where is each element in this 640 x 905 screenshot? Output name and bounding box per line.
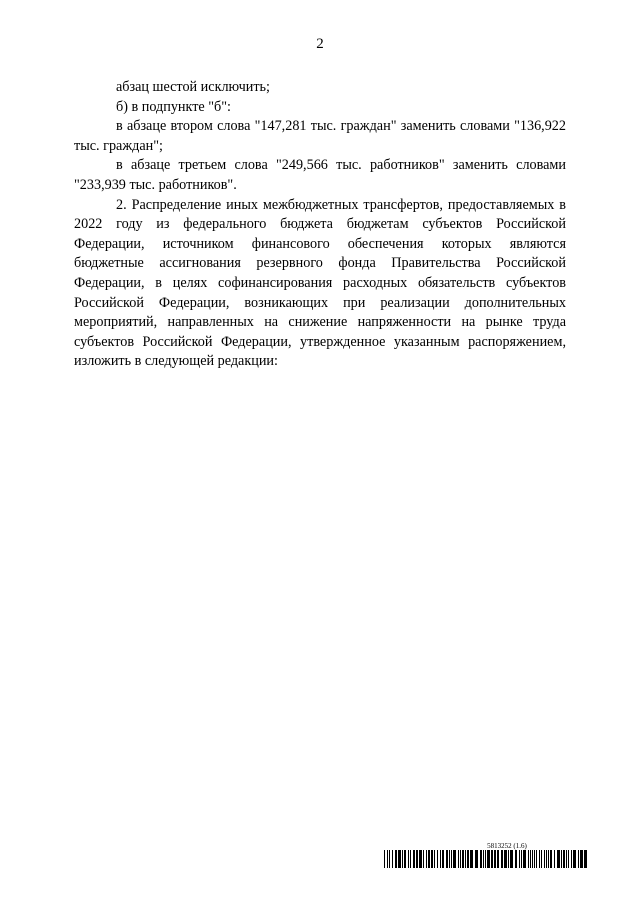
barcode-code: 5813252 (1.6) <box>487 842 527 850</box>
paragraph-3: в абзаце втором слова "147,281 тыс. граждан" заменить словами "136,922 тыс. граждан"; <box>74 118 566 154</box>
paragraph-2: б) в подпункте "б": <box>116 98 232 115</box>
barcode-block <box>384 842 590 868</box>
paragraph-4: в абзаце третьем слова "249,566 тыс. работников" заменить словами "233,939 тыс. работников". <box>74 157 566 193</box>
page-number: 2 <box>316 36 324 52</box>
barcode-image <box>384 850 590 868</box>
paragraph-5: 2. Распределение иных межбюджетных трансфертов, предоставляемых в 2022 году из федерального бюджета бюджетам субъектов Российской Федерации, источником финансового обеспечения которых являются бюджетные ассигнования резервного фонда Правительства Российской Федерации, в целях софинансирования расходных обязательств субъектов Российской Федерации, возникающих при реализации дополнительных мероприятий, направленных на снижение напряженности на рынке труда субъектов Российской Федерации, утвержденное указанным распоряжением, изложить в следующей редакции: <box>74 196 566 370</box>
document-body <box>74 78 566 372</box>
paragraph-1: абзац шестой исключить; <box>116 79 270 95</box>
